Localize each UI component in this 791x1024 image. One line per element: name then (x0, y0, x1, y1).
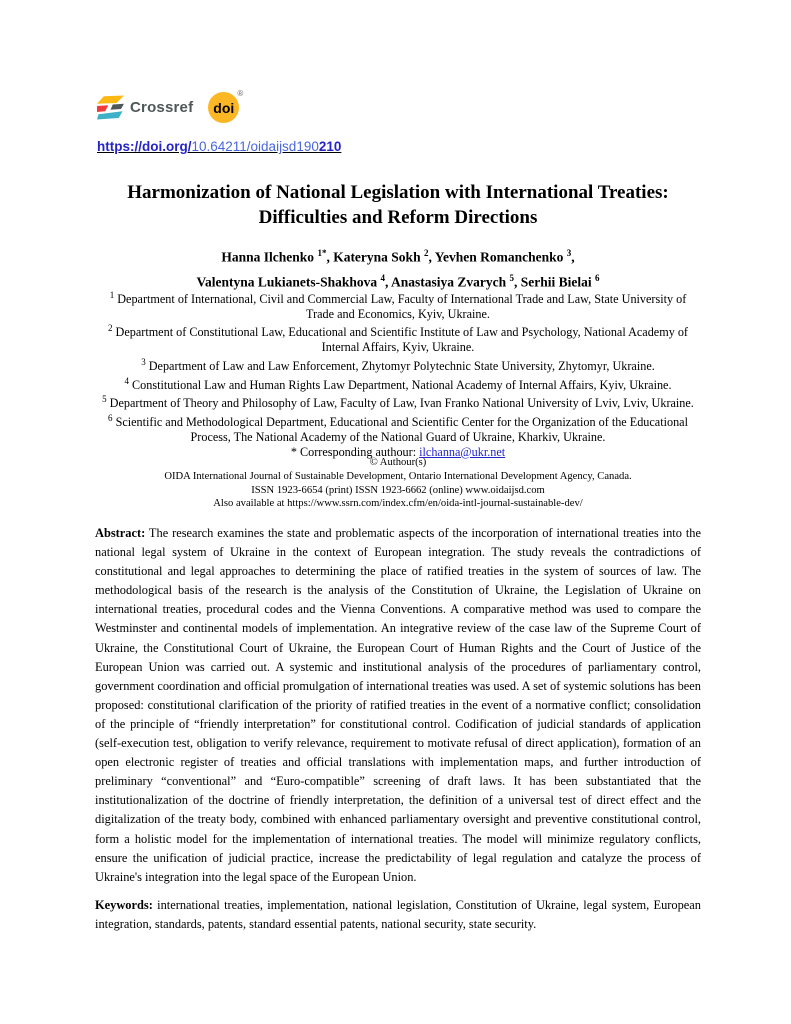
copyright-line: © Authour(s) (369, 457, 427, 468)
logo-row (97, 89, 244, 123)
corresponding-author-email-link[interactable]: ilchanna@ukr.net (419, 444, 506, 459)
author-name: Valentyna Lukianets-Shakhova (196, 274, 381, 289)
affiliation: $^1$ Department of International, Civil and Commercial Law, Faculty of International Trade and Law, State University of Trade and Economics, Kyiv, Ukraine. (109, 290, 687, 321)
affiliation: $^4$ Constitutional Law and Human Rights Law Department, National Academy of Internal Affairs, Kyiv, Ukraine. (124, 375, 672, 392)
doi-wordmark: doi (213, 99, 235, 116)
affiliation: $^3$ Department of Law and Law Enforcement, Zhytomyr Polytechnic State University, Zhytomyr, Ukraine. (141, 356, 655, 373)
affiliation-list (95, 288, 701, 459)
keywords-text: international treaties, implementation, national legislation, Constitution of Ukraine, legal system, European integration, standards, patents, standard essential patents, national security, state security. (95, 897, 701, 931)
crossref-icon (97, 95, 124, 120)
author-list (95, 243, 701, 292)
crossref-logo[interactable] (97, 95, 193, 120)
abstract-paragraph (95, 524, 701, 887)
paper-title (95, 180, 701, 230)
doi-link[interactable] (97, 139, 341, 154)
author-affil-marker: 5 (509, 272, 515, 283)
also-available-line: Also available at https://www.ssrn.com/index.cfm/en/oida-intl-journal-sustainable-dev/ (213, 498, 583, 510)
author-name: Anastasiya Zvarych (391, 274, 510, 289)
body-text (95, 524, 701, 943)
author-affil-marker: 3 (566, 248, 572, 258)
affiliation: $^2$ Department of Constitutional Law, Educational and Scientific Institute of Law and Psychology, National Academy of Internal Affairs, Kyiv, Ukraine. (108, 323, 688, 355)
author-affil-marker: 4 (380, 272, 386, 283)
crossref-wordmark: Crossref (130, 99, 194, 116)
author-line-2: Valentyna Lukianets-Shakhova $^4$, Anastasiya Zvarych $^5$, Serhii Bielai $^6$ (196, 272, 600, 289)
journal-imprint (95, 456, 701, 511)
paper-title-line1: Harmonization of National Legislation with International Treaties: (127, 182, 669, 203)
author-name: Hanna Ilchenko (221, 249, 318, 265)
author-line-1: Hanna Ilchenko $^{1*}$, Kateryna Sokh $^2$, Yevhen Romanchenko $^3$, (221, 248, 575, 265)
doi-link-prefix: https://doi.org/ (97, 139, 192, 154)
author-name: Serhii Bielai (520, 274, 596, 289)
affiliation: $^5$ Department of Theory and Philosophy of Law, Faculty of Law, Ivan Franko National University of Lviv, Lviv, Ukraine. (102, 394, 694, 411)
doi-logo[interactable] (208, 89, 244, 123)
doi-link-suffix: 210 (318, 139, 342, 154)
abstract-text: The research examines the state and problematic aspects of the incorporation of international treaties into the national legal system of Ukraine in the context of European integration. The study reveals the contradictions of constitutional and legal approaches to determining the place of ratified treaties in the system of sources of law. The methodological basis of the research is the analysis of the Constitution of Ukraine, the Legislation of Ukraine on international treaties, procedural codes and the Vienna Conventions. A comparative method was used to compare the Westminster and continental models of implementation. An integrative review of the case law of the Supreme Court of Ukraine, the Constitutional Court of Ukraine, the European Court of Human Rights and the Court of Justice of the European Union was carried out. A systemic and institutional analysis of the procedures of parliamentary control, government coordination and official promulgation of international treaties was used. A set of systemic solutions has been proposed: constitutional clarification of the priority of ratified treaties in the event of a normative conflict; consolidation of the principle of “friendly interpretation” for constitutional control. Codification of judicial standards of application (self-execution test, obligation to verify relevance, requirement to motivate refusal of direct application), formation of an open electronic register of treaties and official translations with implementation maps, and further introduction of preliminary “conventional” and “Euro-compatible” screening of draft laws. It has been substantiated that the institutionalization of the doctrine of friendly interpretation, the definition of a universal test of direct effect and the digitalization of the treaty body, combined with enhanced parliamentary oversight and preventive constitutional control, form a holistic model for the implementation of international treaties. The model will minimize regulatory conflicts, ensure the unification of judicial practice, increase the predictability of legal regulation and catalyze the process of Ukraine's integration into the legal space of the European Union. (95, 526, 701, 884)
author-affil-marker: 1* (317, 248, 327, 258)
doi-link-line (97, 139, 341, 154)
corresponding-author-label: * Corresponding authour: (290, 444, 420, 459)
abstract-label: Abstract: (95, 526, 146, 540)
issn-line: ISSN 1923-6654 (print) ISSN 1923-6662 (online) www.oidaijsd.com (251, 484, 545, 496)
affiliation: $^6$ Scientific and Methodological Department, Educational and Scientific Center for the Organization of the Educational Process, The National Academy of the National Guard of Ukraine, Kharkiv, Ukraine. (108, 413, 688, 444)
journal-name-line: OIDA International Journal of Sustainable Development, Ontario International Development Agency, Canada. (164, 470, 632, 482)
author-name: Yevhen Romanchenko (434, 249, 567, 265)
doi-link-middle: 10.64211/oidaijsd190 (191, 139, 319, 154)
keywords-label: Keywords: (95, 897, 153, 912)
author-affil-marker: 2 (423, 248, 429, 258)
author-name: Kateryna Sokh (333, 249, 424, 265)
registered-trademark-icon: ® (237, 89, 244, 98)
author-affil-marker: 6 (595, 272, 600, 283)
paper-title-line2: Difficulties and Reform Directions (258, 207, 538, 228)
keywords-paragraph (95, 896, 701, 934)
